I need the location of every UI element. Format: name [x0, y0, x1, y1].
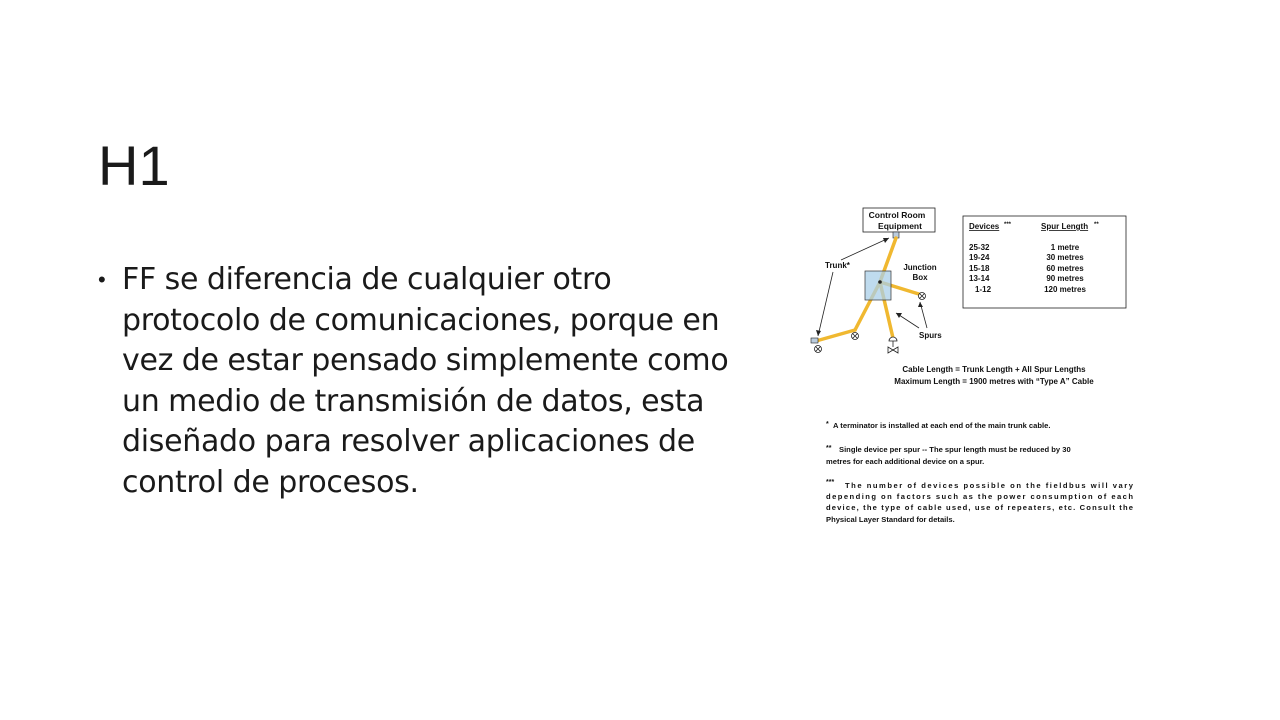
- slide-title: H1: [98, 134, 170, 197]
- bullet-text: FF se diferencia de cualquier otro protocolo de comunicaciones, porque en vez de estar pensado simplemente como un medio de transmisión de datos, esta diseñado para resolver aplicaciones de control de procesos.: [122, 262, 729, 500]
- table-header-devices-sup: ***: [1004, 222, 1012, 228]
- table-header-spur-sup: **: [1094, 222, 1099, 228]
- spurs-arrow-1-head: [896, 313, 902, 318]
- note3-text-3: device, the type of cable used, use of repeaters, etc. Consult the: [826, 503, 1133, 512]
- valve-icon: [888, 337, 898, 353]
- table-cell-spur: 1 metre: [1050, 243, 1080, 252]
- trunk-cable-end: [816, 330, 855, 341]
- trunk-arrow-down-head: [816, 330, 821, 336]
- field-terminator: [811, 338, 818, 343]
- note2-mark: **: [826, 445, 832, 452]
- table-cell-devices: 1-12: [975, 285, 992, 294]
- spurs-label: Spurs: [919, 331, 942, 340]
- fieldbus-topology-figure: [801, 200, 1149, 530]
- bullet-item: [98, 260, 758, 503]
- table-header-devices: Devices: [969, 222, 1000, 231]
- table-cell-spur: 30 metres: [1046, 253, 1084, 262]
- junction-box: [865, 271, 891, 300]
- trunk-arrow-up: [841, 238, 889, 260]
- fieldbus-diagram: [801, 200, 1149, 530]
- transmitter-icon-1: [919, 293, 926, 300]
- note3-mark: ***: [826, 479, 835, 486]
- footnotes: [826, 421, 1134, 524]
- formula-line-1: Cable Length = Trunk Length + All Spur Lengths: [902, 365, 1086, 374]
- table-header-spur: Spur Length: [1041, 222, 1089, 231]
- transmitter-icon-2: [852, 333, 859, 340]
- junction-node: [878, 280, 882, 284]
- note3-text-2: depending on factors such as the power consumption of each: [826, 492, 1133, 501]
- table-cell-devices: 13-14: [969, 274, 990, 283]
- table-cell-spur: 60 metres: [1046, 264, 1084, 273]
- table-cell-spur: 120 metres: [1044, 285, 1086, 294]
- control-room-label-1: Control Room: [868, 210, 926, 220]
- note3-text-4: Physical Layer Standard for details.: [826, 515, 955, 524]
- table-cell-devices: 15-18: [969, 264, 990, 273]
- table-cell-devices: 25-32: [969, 243, 990, 252]
- note2-text-2: metres for each additional device on a spur.: [826, 457, 985, 466]
- trunk-arrow-down: [818, 272, 833, 336]
- note3-text-1: The number of devices possible on the fieldbus will vary: [845, 481, 1133, 490]
- note2-text-1: Single device per spur -- The spur length must be reduced by 30: [839, 445, 1071, 454]
- bullet-marker: •: [98, 267, 106, 292]
- table-cell-devices: 19-24: [969, 253, 990, 262]
- junction-label-2: Box: [912, 273, 928, 282]
- formula-line-2: Maximum Length = 1900 metres with “Type A” Cable: [894, 377, 1094, 386]
- transmitter-icon-3: [815, 346, 822, 353]
- control-room-label-2: Equipment: [878, 221, 922, 231]
- table-cell-spur: 90 metres: [1046, 274, 1084, 283]
- note1-text: A terminator is installed at each end of the main trunk cable.: [833, 421, 1051, 430]
- note1-mark: *: [826, 421, 829, 428]
- trunk-label: Trunk*: [825, 261, 850, 270]
- junction-label-1: Junction: [903, 263, 937, 272]
